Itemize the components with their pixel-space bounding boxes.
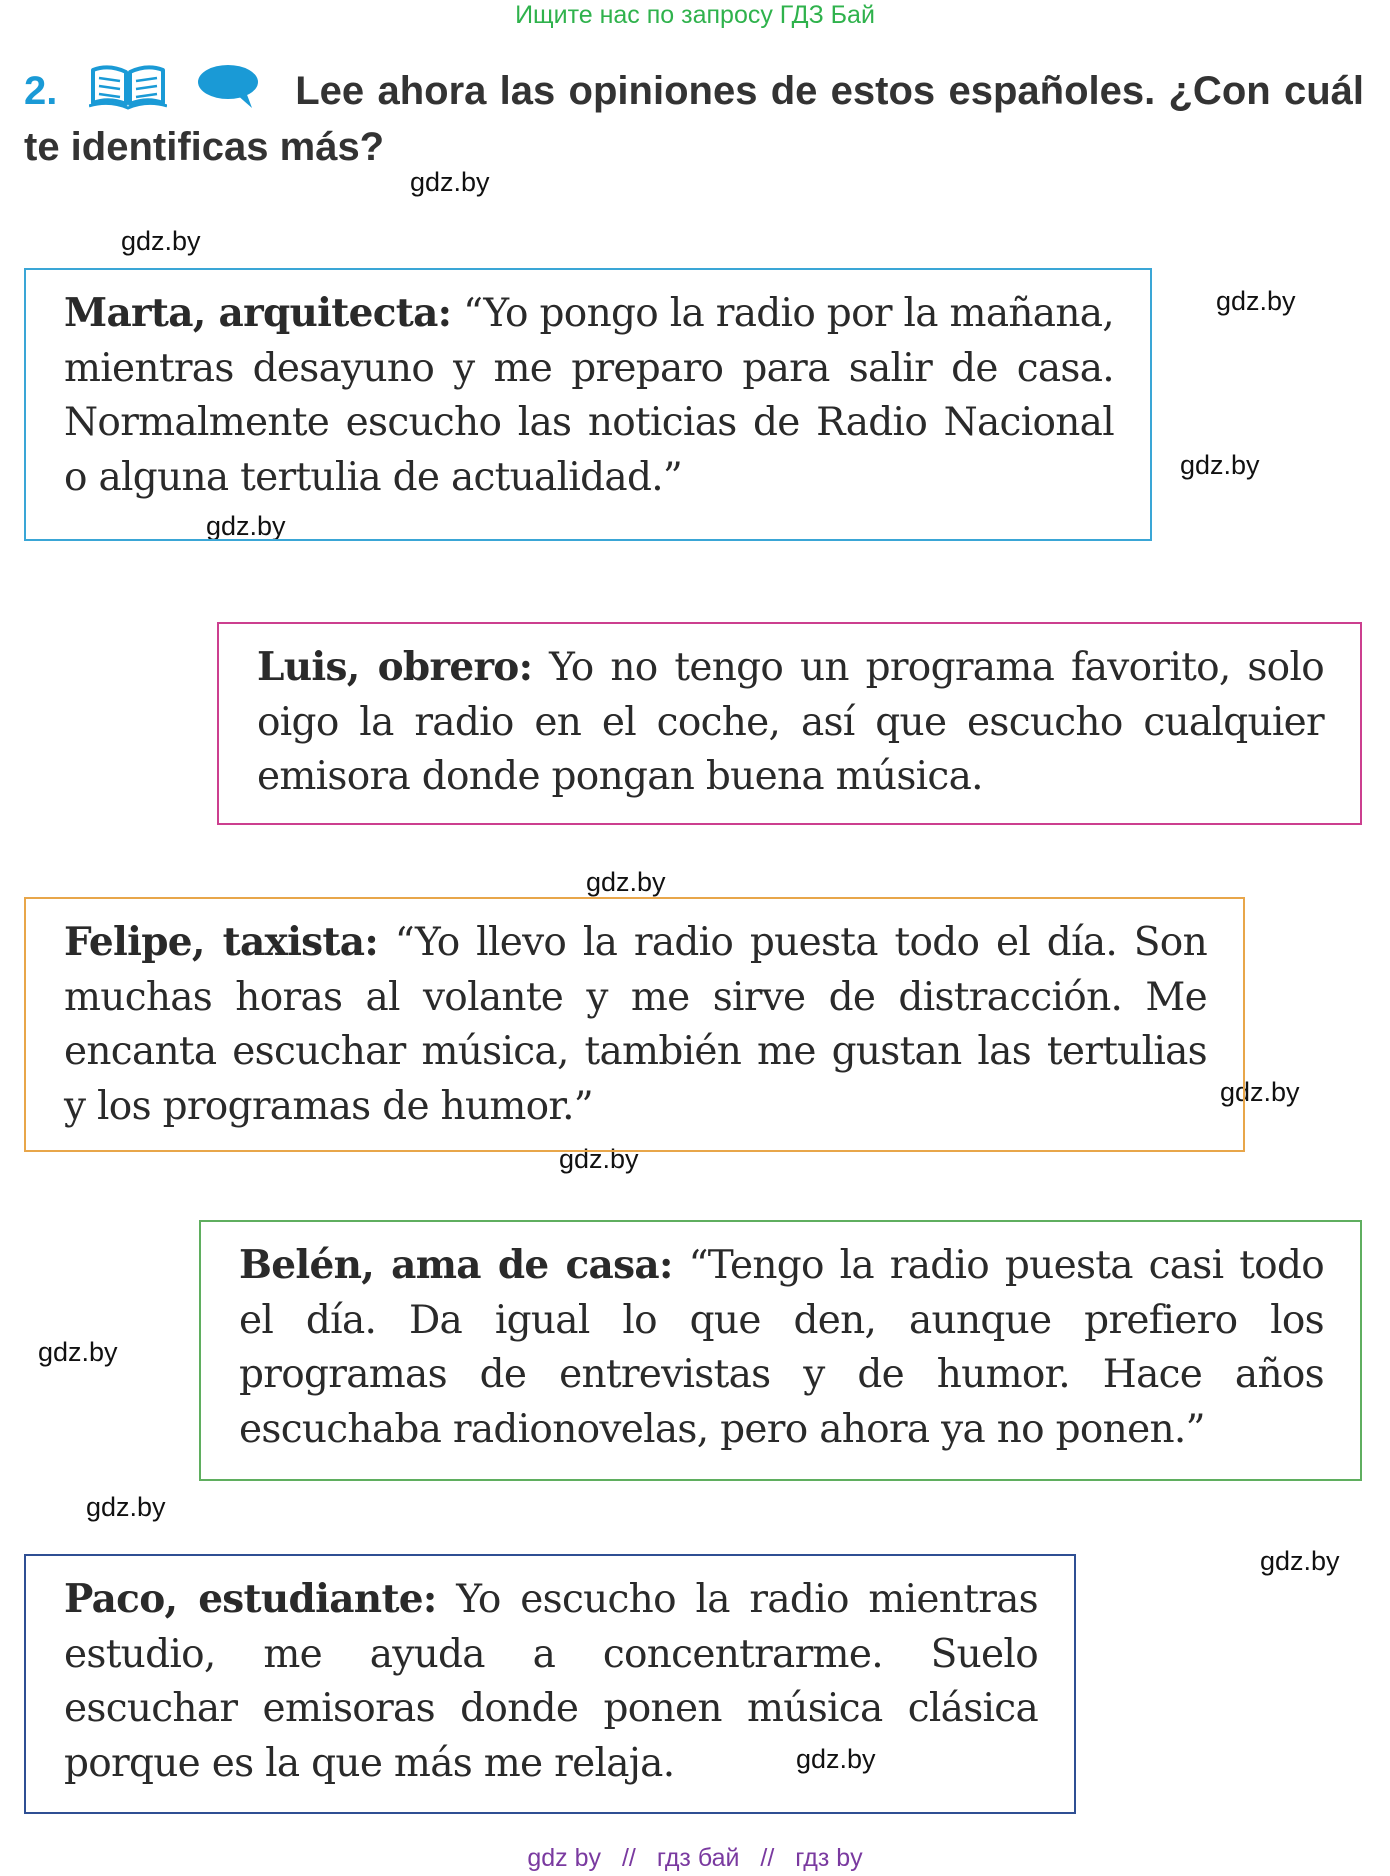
- watermark: gdz.by: [410, 167, 490, 197]
- footer-links: [0, 1843, 1390, 1873]
- task-instruction: Lee ahora las opiniones de estos españoles. ¿Con cuál te identificas más?: [24, 69, 1365, 169]
- opinion-text: [64, 915, 1207, 1134]
- opinion-text: [64, 1572, 1038, 1791]
- opinion-speaker: Belén, ama de casa:: [239, 1242, 673, 1288]
- footer-link[interactable]: gdz by: [527, 1844, 602, 1872]
- opinion-quote: Yo escucho la radio mientras estudio, me ayuda a concentrarme. Suelo escuchar emisoras donde ponen música clásica porque es la que más me relaja.: [64, 1577, 1039, 1786]
- watermark: gdz.by: [206, 511, 286, 541]
- opinion-speaker: Felipe, taxista:: [64, 919, 379, 965]
- watermark: gdz.by: [1216, 286, 1296, 316]
- opinion-quote: “Tengo la radio puesta casi todo el día. Da igual lo que den, aunque prefiero los programas de entrevistas y de humor. Hace años escuchaba radionovelas, pero ahora ya no ponen.”: [239, 1243, 1324, 1452]
- search-banner[interactable]: Ищите нас по запросу ГДЗ Бай: [515, 1, 875, 29]
- task-number: 2.: [24, 69, 58, 113]
- footer-separator: //: [621, 1844, 636, 1872]
- speech-bubble-icon: [196, 62, 260, 122]
- watermark: gdz.by: [1180, 450, 1260, 480]
- watermark: gdz.by: [559, 1144, 639, 1174]
- footer-separator: //: [760, 1844, 775, 1872]
- opinion-box-paco: [24, 1554, 1076, 1814]
- opinion-box-marta: [24, 268, 1152, 541]
- opinion-quote: Yo no tengo un programa favorito, solo oigo la radio en el coche, así que escucho cualquier emisora donde pongan buena música.: [257, 645, 1324, 799]
- opinion-box-belen: [199, 1220, 1362, 1481]
- watermark: gdz.by: [38, 1337, 118, 1367]
- opinion-box-felipe: [24, 897, 1245, 1152]
- footer-link[interactable]: гдз бай: [656, 1844, 740, 1872]
- footer-link[interactable]: гдз by: [795, 1844, 863, 1872]
- opinion-text: [257, 640, 1324, 805]
- opinion-quote: “Yo llevo la radio puesta todo el día. Son muchas horas al volante y me sirve de distracción. Me encanta escuchar música, también me gustan las tertulias y los programas de humor.”: [64, 920, 1207, 1129]
- watermark: gdz.by: [796, 1744, 876, 1774]
- opinion-quote: “Yo pongo la radio por la mañana, mientras desayuno y me preparo para salir de casa. Normalmente escucho las noticias de Radio Nacional o alguna tertulia de actualidad.”: [64, 291, 1115, 500]
- task-header: [24, 62, 1364, 172]
- watermark: gdz.by: [86, 1492, 166, 1522]
- opinion-speaker: Paco, estudiante:: [64, 1576, 437, 1622]
- opinion-text: [64, 286, 1114, 505]
- opinion-speaker: Marta, arquitecta:: [64, 290, 452, 336]
- watermark: gdz.by: [121, 226, 201, 256]
- watermark: gdz.by: [1220, 1077, 1300, 1107]
- watermark: gdz.by: [1260, 1546, 1340, 1576]
- opinion-text: [239, 1238, 1324, 1457]
- opinion-speaker: Luis, obrero:: [257, 644, 533, 690]
- book-icon: [89, 64, 167, 122]
- watermark: gdz.by: [586, 867, 666, 897]
- opinion-box-luis: [217, 622, 1362, 825]
